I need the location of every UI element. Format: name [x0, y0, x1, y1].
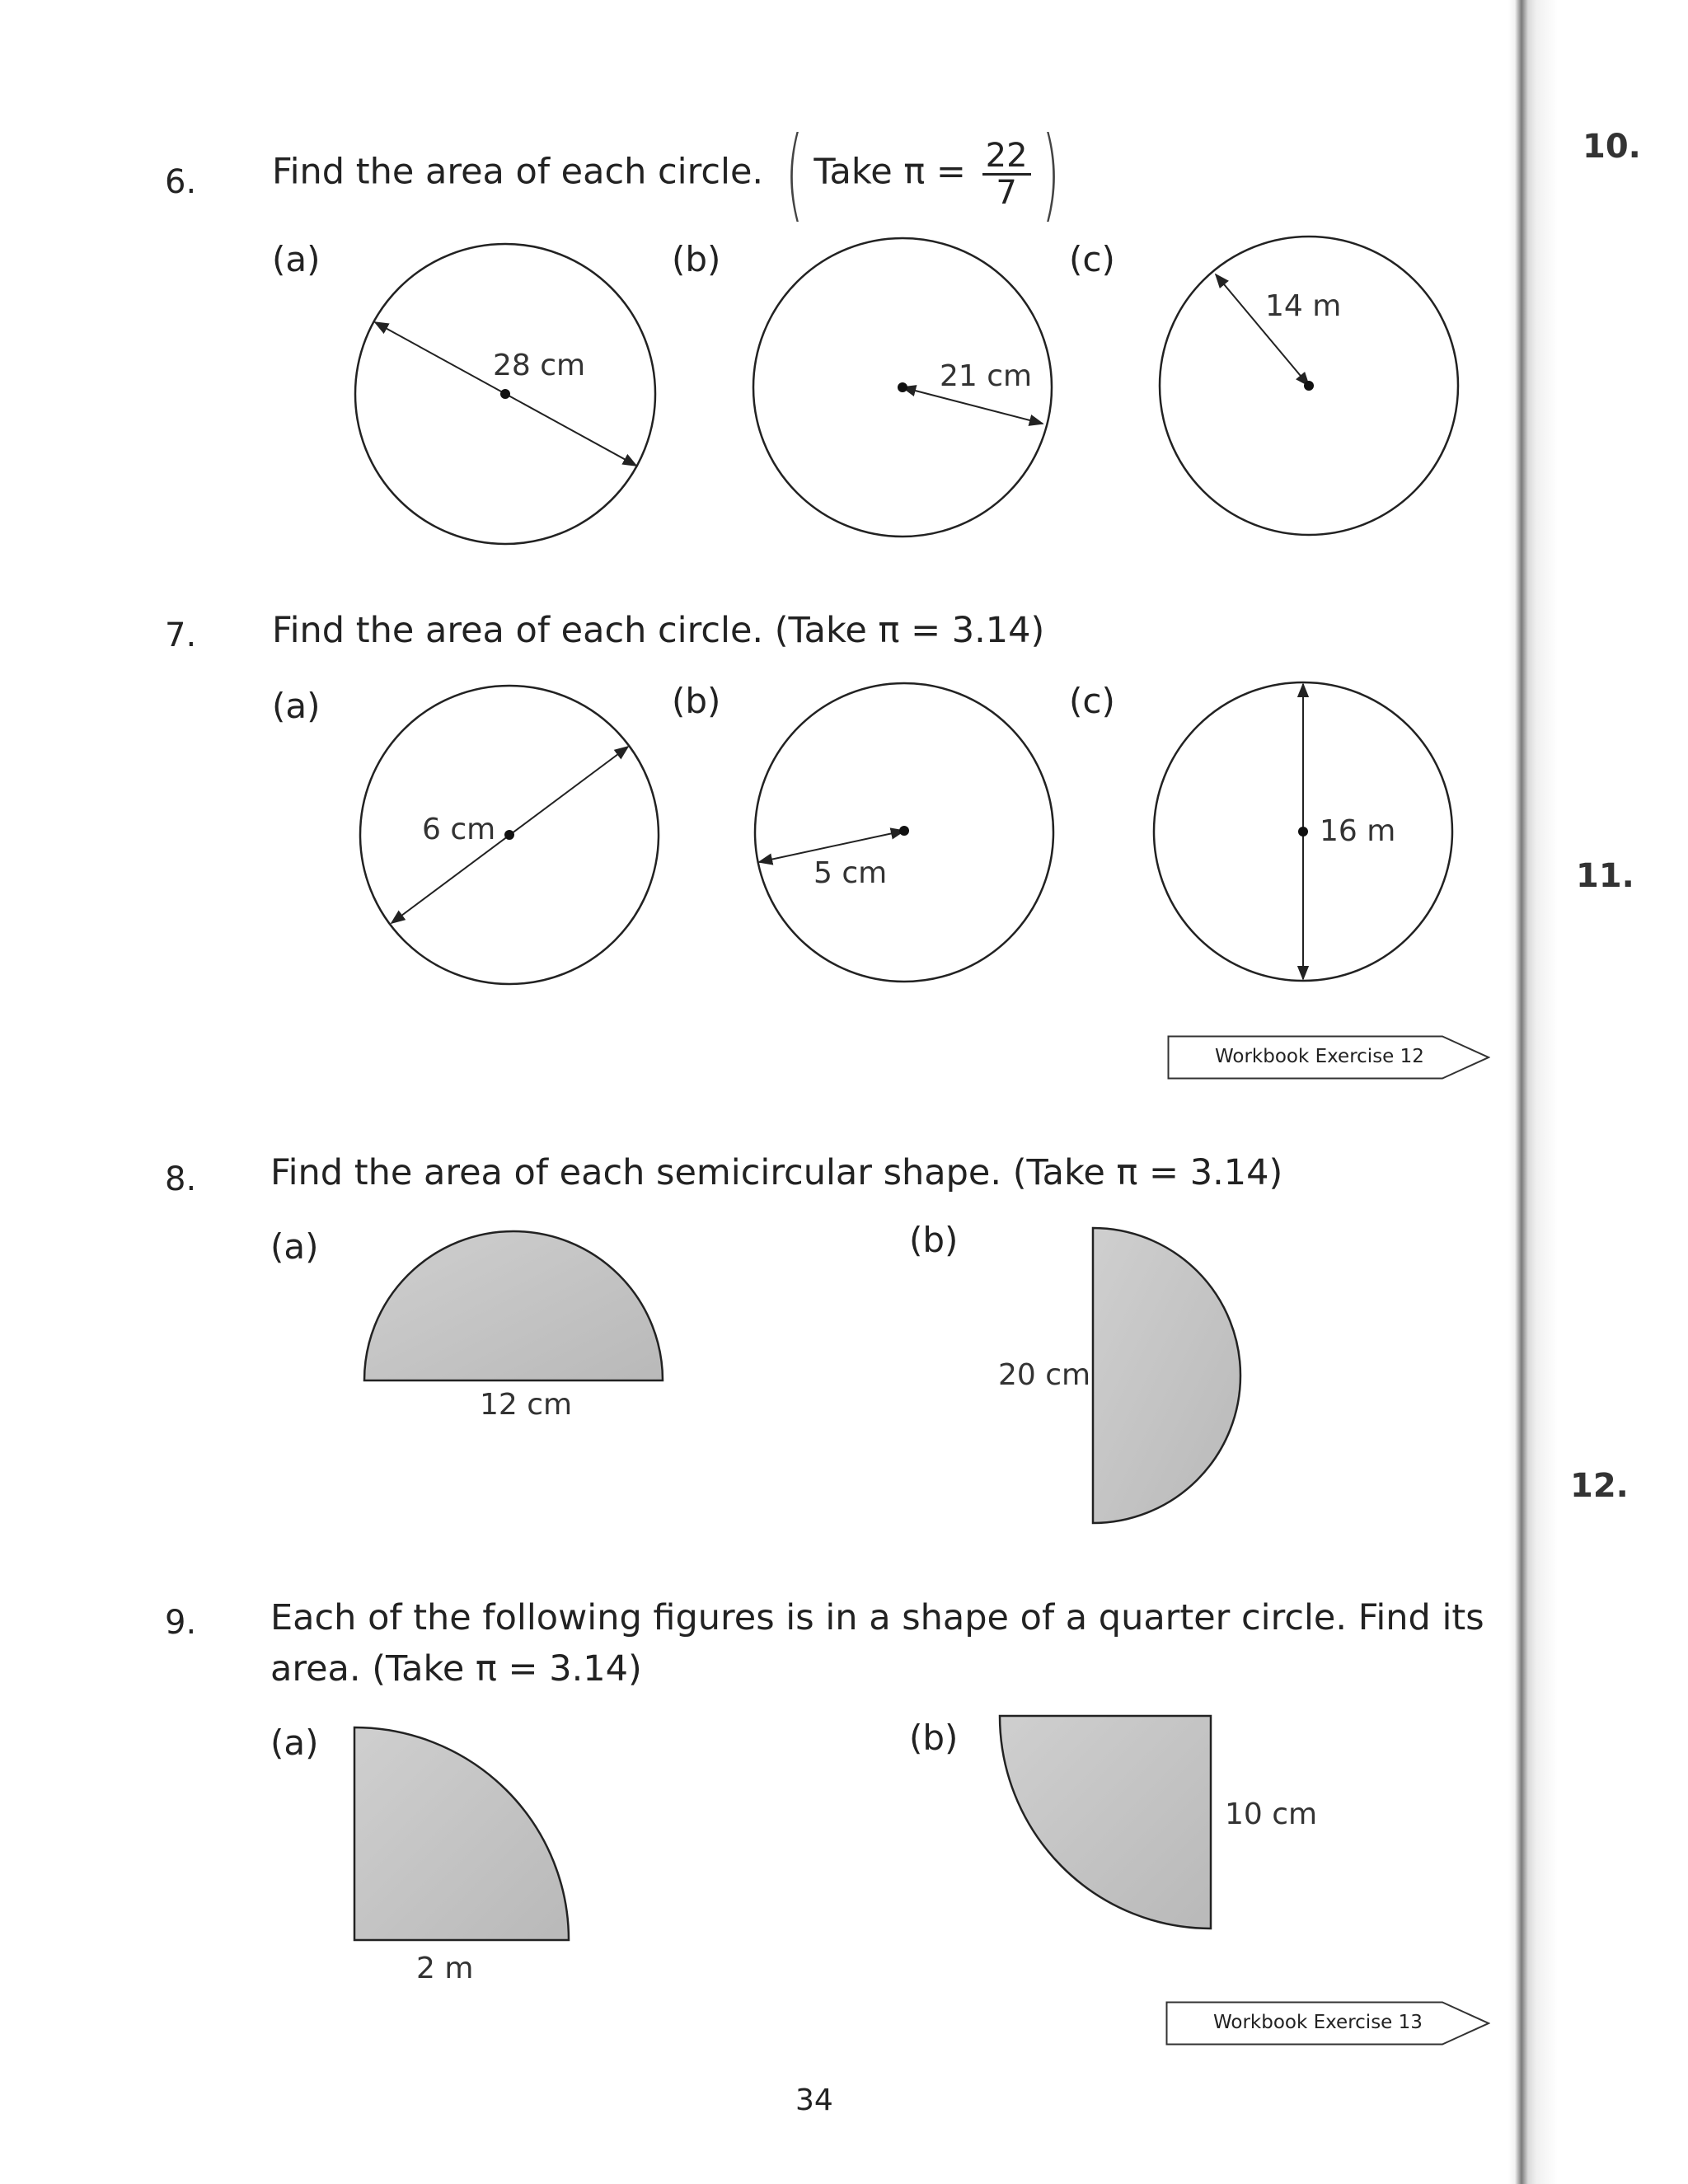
- page-number: 34: [795, 2083, 833, 2117]
- pi-numerator: 22: [982, 138, 1031, 176]
- q9-a-quarter-circle: [354, 1727, 569, 1940]
- q6-b-center-dot: [898, 382, 907, 392]
- question-9-line-1: Each of the following figures is in a shape of a quarter circle. Find its: [270, 1597, 1484, 1638]
- q8-a-semicircle-figure: [364, 1231, 663, 1422]
- workbook-exercise-13-label: Workbook Exercise 13: [1213, 2012, 1423, 2033]
- question-7-number: 7.: [165, 616, 197, 654]
- q8-b-measure: 20 cm: [998, 1358, 1091, 1392]
- q6-c-label: (c): [1069, 239, 1115, 279]
- q7-b-measure: 5 cm: [814, 856, 888, 890]
- q7-c-center-dot: [1298, 827, 1308, 837]
- q6-a-label: (a): [272, 239, 321, 279]
- q9-b-quarter-circle: [1000, 1716, 1211, 1929]
- question-7-text: Find the area of each circle. (Take π = 3.14): [272, 610, 1045, 651]
- question-6-pi-text: Take π =: [814, 151, 966, 193]
- q6-c-center-dot: [1304, 381, 1314, 391]
- q6-a-measure: 28 cm: [493, 349, 586, 382]
- workbook-exercise-12-label: Workbook Exercise 12: [1215, 1046, 1424, 1067]
- q9-a-measure: 2 m: [416, 1952, 474, 1985]
- q6-b-measure: 21 cm: [940, 359, 1033, 393]
- q7-a-measure: 6 cm: [422, 813, 496, 846]
- left-paren: (: [785, 115, 804, 232]
- right-paren: ): [1041, 115, 1060, 232]
- q6-a-circle-figure: [355, 244, 655, 544]
- q7-a-label: (a): [272, 686, 321, 726]
- question-6-instruction: Find the area of each circle.: [272, 151, 764, 193]
- workbook-exercise-12-tag: [1167, 1035, 1490, 1078]
- q6-b-label: (b): [672, 239, 721, 279]
- pi-denominator: 7: [996, 173, 1017, 212]
- q7-a-center-dot: [504, 830, 514, 840]
- q7-a-circle-figure: [360, 686, 659, 984]
- side-number-12: 12.: [1570, 1467, 1629, 1505]
- q7-b-label: (b): [672, 681, 721, 721]
- q9-b-measure: 10 cm: [1225, 1797, 1318, 1831]
- workbook-exercise-13-tag: [1165, 2001, 1490, 2044]
- q7-b-circle-figure: [755, 683, 1053, 982]
- side-number-11: 11.: [1576, 857, 1634, 895]
- q7-c-measure: 16 m: [1320, 814, 1396, 848]
- q8-b-label: (b): [909, 1220, 959, 1260]
- q8-a-label: (a): [270, 1226, 319, 1267]
- q7-b-center-dot: [899, 826, 909, 836]
- q6-c-measure: 14 m: [1265, 289, 1342, 323]
- q9-b-label: (b): [909, 1718, 959, 1758]
- q9-a-quarter-circle-figure: [354, 1727, 569, 1985]
- q9-b-quarter-circle-figure: [1000, 1716, 1317, 1929]
- question-9-number: 9.: [165, 1604, 197, 1642]
- q7-c-label: (c): [1069, 681, 1115, 721]
- question-6-number: 6.: [165, 163, 197, 201]
- q7-c-circle-figure: [1154, 682, 1452, 981]
- question-9-line-2: area. (Take π = 3.14): [270, 1648, 642, 1690]
- q9-a-label: (a): [270, 1722, 319, 1763]
- q8-b-semicircle: [1093, 1228, 1240, 1523]
- q8-b-semicircle-figure: [998, 1228, 1240, 1523]
- q6-a-center-dot: [500, 389, 510, 399]
- q6-b-circle-figure: [753, 238, 1052, 537]
- q8-a-semicircle: [364, 1231, 663, 1380]
- question-8-text: Find the area of each semicircular shape. (Take π = 3.14): [270, 1152, 1283, 1193]
- q6-c-circle-figure: [1160, 237, 1458, 535]
- question-8-number: 8.: [165, 1160, 197, 1198]
- side-number-10: 10.: [1582, 128, 1641, 166]
- q8-a-measure: 12 cm: [480, 1388, 573, 1422]
